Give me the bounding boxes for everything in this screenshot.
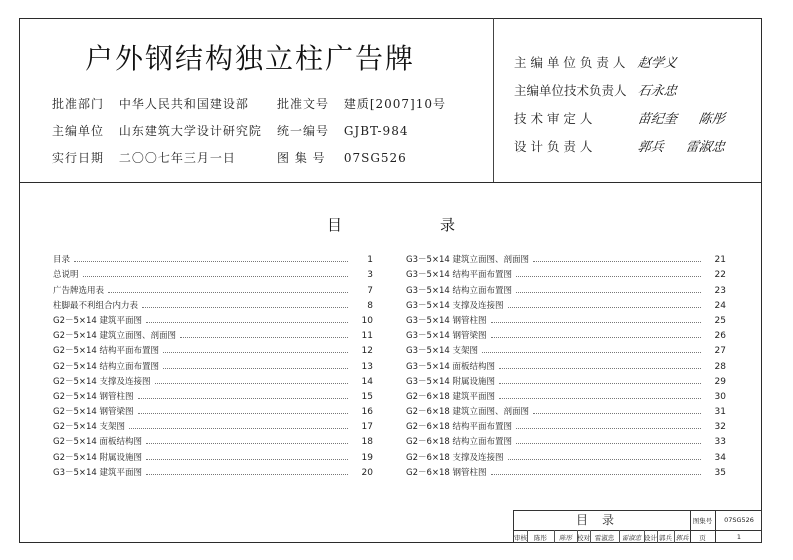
leader-dots [491,322,701,323]
toc-page: 29 [714,376,726,387]
toc-label: G2－6×18 支撑及连接图 [406,451,508,463]
toc-page: 25 [714,315,726,326]
meta-key: 批准部门 [52,97,105,111]
toc-entry[interactable] [406,372,726,387]
toc-page: 19 [361,452,373,463]
toc-label: G2－5×14 建筑立面图、剖面图 [53,329,180,341]
toc-entry[interactable] [406,402,726,417]
leader-dots [499,368,701,369]
toc-page: 33 [714,437,726,448]
responsible-tech-review [514,108,743,127]
leader-dots [74,261,348,262]
toc-entry[interactable] [406,417,726,432]
toc-page: 12 [361,346,373,357]
designer-signature: 郭兵 [675,534,689,542]
leader-dots [129,428,348,429]
toc-entry[interactable] [53,432,373,447]
toc-page: 13 [361,361,373,372]
toc-entry[interactable] [53,296,373,311]
responsible-design-lead [514,136,743,155]
meta-key: 统一编号 [277,124,330,138]
toc-label: G2－6×18 建筑立面图、剖面图 [406,405,533,417]
leader-dots [491,474,701,475]
signature: 雷淑忠 [684,140,726,155]
toc-page: 28 [714,361,726,372]
leader-dots [146,459,348,460]
toc-label: G3－5×14 结构平面布置图 [406,268,516,280]
meta-effective-date [52,149,236,166]
meta-key: 实行日期 [52,151,105,165]
document-title: 户外钢结构独立柱广告牌 [85,42,416,75]
toc-label: G2－5×14 建筑平面图 [53,314,146,326]
toc-entry[interactable] [406,311,726,326]
leader-dots [138,398,348,399]
leader-dots [146,474,348,475]
toc-label: G2－6×18 钢管柱图 [406,466,491,478]
role-label: 主编单位技术负责人 [514,83,627,98]
toc-page: 16 [361,407,373,418]
toc-page: 21 [714,255,726,266]
reviewer-name: 陈彤 [534,534,547,542]
page-number: 1 [736,533,742,541]
leader-dots [533,413,701,414]
toc-label: 广告牌选用表 [53,284,108,296]
signature: 陈彤 [697,112,726,127]
header-vertical-divider [493,18,494,182]
toc-left-column [53,250,373,478]
role-label: 设 计 负 责 人 [514,139,593,154]
toc-entry[interactable] [53,250,373,265]
leader-dots [499,383,701,384]
meta-atlas-no [277,149,407,166]
meta-editing-unit [52,122,262,139]
toc-label: G2－5×14 结构立面布置图 [53,360,163,372]
toc-page: 3 [367,270,373,281]
toc-entry[interactable] [406,356,726,371]
toc-label: G2－5×14 支撑及连接图 [53,375,155,387]
toc-label: G2－5×14 钢管柱图 [53,390,138,402]
toc-entry[interactable] [406,250,726,265]
page-label: 页 [699,534,706,542]
toc-page: 20 [361,467,373,478]
toc-entry[interactable] [406,463,726,478]
toc-entry[interactable] [53,280,373,295]
leader-dots [180,337,348,338]
toc-entry[interactable] [53,326,373,341]
toc-page: 30 [714,391,726,402]
toc-label: G2－6×18 结构平面布置图 [406,420,516,432]
leader-dots [146,322,348,323]
toc-label: G3－5×14 建筑平面图 [53,466,146,478]
meta-value: GJBT-984 [343,124,409,138]
toc-entry[interactable] [406,387,726,402]
toc-label: 柱脚最不利组合内力表 [53,299,142,311]
toc-entry[interactable] [406,432,726,447]
toc-page: 24 [714,300,726,311]
meta-value: 中华人民共和国建设部 [118,97,249,111]
atlas-no-value: 07SG526 [724,516,754,524]
toc-entry[interactable] [53,372,373,387]
toc-label: G2－5×14 面板结构图 [53,435,146,447]
toc-page: 15 [361,391,373,402]
sheet-name: 目录 [575,513,628,527]
toc-label: G2－5×14 附属设施图 [53,451,146,463]
toc-page: 8 [367,300,373,311]
meta-value: 建质[2007]10号 [343,97,447,111]
toc-page: 23 [714,285,726,296]
leader-dots [516,443,701,444]
toc-page: 26 [714,331,726,342]
leader-dots [146,443,348,444]
leader-dots [491,337,701,338]
toc-label: G3－5×14 附属设施图 [406,375,499,387]
checker-signature: 雷淑忠 [621,534,642,542]
toc-page: 10 [361,315,373,326]
meta-key: 批准文号 [277,97,330,111]
toc-entry[interactable] [406,341,726,356]
leader-dots [155,383,348,384]
toc-entry[interactable] [53,311,373,326]
toc-entry[interactable] [53,387,373,402]
toc-page: 22 [714,270,726,281]
leader-dots [516,292,701,293]
meta-value: 07SG526 [343,151,407,165]
toc-page: 27 [714,346,726,357]
toc-label: G3－5×14 钢管柱图 [406,314,491,326]
toc-entry[interactable] [53,341,373,356]
leader-dots [516,276,701,277]
design-label: 设计 [644,534,657,542]
check-label: 校对 [577,534,590,542]
toc-entry[interactable] [53,447,373,462]
toc-label: G3－5×14 面板结构图 [406,360,499,372]
checker-name: 雷淑忠 [594,534,615,542]
leader-dots [516,428,701,429]
toc-label: G2－6×18 建筑平面图 [406,390,499,402]
toc-entry[interactable] [406,296,726,311]
toc-entry[interactable] [53,402,373,417]
review-label: 审核 [514,534,527,542]
title-block [513,510,762,543]
meta-approval-no [277,95,446,112]
leader-dots [108,292,348,293]
signature: 石永忠 [636,84,678,99]
designer-name: 郭兵 [659,534,672,542]
toc-right-column [406,250,726,478]
meta-key: 图 集 号 [277,151,326,165]
toc-label: G3－5×14 支撑及连接图 [406,299,508,311]
leader-dots [499,398,701,399]
responsible-chief-unit [514,52,695,71]
signature: 赵学义 [636,56,678,71]
toc-entry[interactable] [406,265,726,280]
toc-label: G2－6×18 结构立面布置图 [406,435,516,447]
toc-label: G3－5×14 建筑立面图、剖面图 [406,253,533,265]
toc-label: 目录 [53,253,74,265]
role-label: 主 编 单 位 负 责 人 [514,55,626,70]
toc-heading-left: 目 [327,216,343,234]
title-block-divider [514,530,761,531]
toc-label: G2－5×14 钢管梁图 [53,405,138,417]
role-label: 技 术 审 定 人 [514,111,593,126]
leader-dots [138,413,348,414]
leader-dots [163,368,348,369]
toc-page: 11 [361,331,373,342]
toc-entry[interactable] [406,326,726,341]
toc-heading-right: 录 [440,216,456,234]
atlas-no-label: 图集号 [692,517,713,525]
toc-page: 17 [361,422,373,433]
toc-page: 18 [361,437,373,448]
toc-entry[interactable] [406,280,726,295]
signature: 苗纪奎 [636,112,678,127]
toc-entry[interactable] [406,447,726,462]
responsible-tech-lead [514,80,695,99]
toc-page: 35 [714,467,726,478]
toc-entry[interactable] [53,463,373,478]
meta-key: 主编单位 [52,124,105,138]
toc-entry[interactable] [53,356,373,371]
meta-value: 山东建筑大学设计研究院 [118,124,262,138]
leader-dots [508,307,701,308]
toc-page: 14 [361,376,373,387]
toc-page: 34 [714,452,726,463]
leader-dots [142,307,348,308]
toc-page: 1 [367,255,373,266]
toc-label: 总说明 [53,268,83,280]
toc-label: G3－5×14 结构立面布置图 [406,284,516,296]
toc-page: 7 [367,285,373,296]
toc-label: G2－5×14 支架图 [53,420,129,432]
reviewer-signature: 陈彤 [559,534,572,542]
toc-page: 32 [714,422,726,433]
leader-dots [163,352,348,353]
toc-label: G3－5×14 钢管梁图 [406,329,491,341]
meta-value: 二〇〇七年三月一日 [118,151,236,165]
meta-approval-dept [52,95,249,112]
header-divider [19,182,762,183]
toc-label: G2－5×14 结构平面布置图 [53,344,163,356]
toc-label: G3－5×14 支架图 [406,344,482,356]
signature: 郭兵 [636,140,665,155]
leader-dots [482,352,701,353]
meta-unified-no [277,122,408,139]
toc-page: 31 [714,407,726,418]
leader-dots [83,276,348,277]
leader-dots [533,261,701,262]
toc-entry[interactable] [53,417,373,432]
toc-entry[interactable] [53,265,373,280]
leader-dots [508,459,701,460]
